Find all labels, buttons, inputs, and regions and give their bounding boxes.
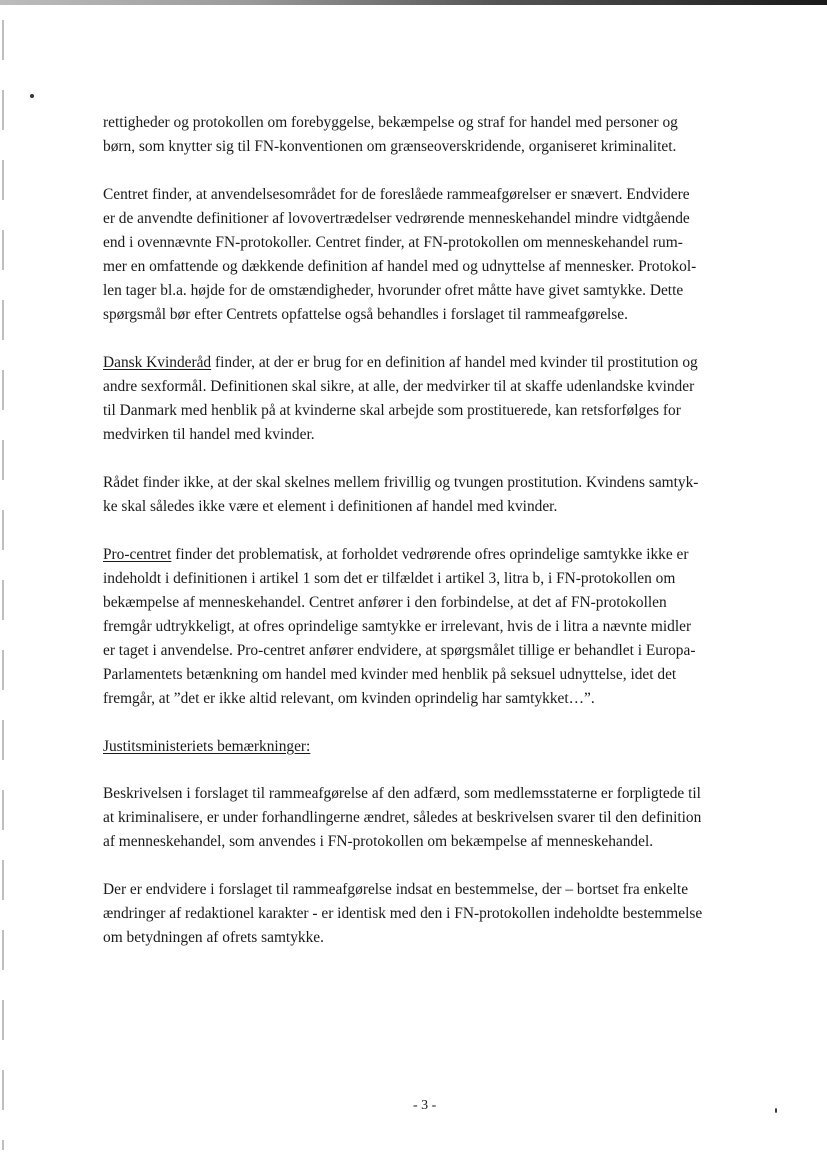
text-line: er taget i anvendelse. Pro-centret anfører endvidere, at spørgsmålet tillige er behandlet i Europa- [103, 642, 696, 659]
text-fragment: finder, at der er brug for en definition af handel med kvinder til prostitution og [211, 354, 698, 371]
text-line: andre sexformål. Definitionen skal sikre, at alle, der medvirker til at skaffe udenlandske kvinder [103, 378, 695, 395]
text-line [103, 543, 753, 567]
text-line: om betydningen af ofrets samtykke. [103, 929, 324, 946]
text-line: til Danmark med henblik på at kvinderne skal arbejde som prostituerede, kan retsforfølges for [103, 402, 681, 419]
section-heading [103, 735, 753, 759]
text-line: medvirken til handel med kvinder. [103, 426, 315, 443]
scan-left-edge [2, 20, 4, 1150]
scan-speck [775, 1108, 777, 1113]
text-line: rettigheder og protokollen om forebyggelse, bekæmpelse og straf for handel med personer og [103, 114, 678, 131]
paragraph-dansk-kvinderaad [103, 351, 753, 447]
text-line: ke skal således ikke være et element i definitionen af handel med kvinder. [103, 498, 558, 515]
text-line: af menneskehandel, som anvendes i FN-protokollen om bekæmpelse af menneskehandel. [103, 833, 654, 850]
text-line [103, 351, 753, 375]
page-number: - 3 - [413, 1098, 437, 1113]
text-line: børn, som knytter sig til FN-konventionen om grænseoverskridende, organiseret kriminalitet. [103, 138, 677, 155]
text-line: fremgår, at ”det er ikke altid relevant, om kvinden oprindelig har samtykket…”. [103, 690, 595, 707]
scan-top-border [0, 0, 827, 5]
text-line: Beskrivelsen i forslaget til rammeafgørelse af den adfærd, som medlemsstaterne er forpligtede til [103, 785, 701, 802]
text-line: er de anvendte definitioner af lovovertrædelser vedrørende menneskehandel mindre vidtgående [103, 210, 690, 227]
text-line: indeholdt i definitionen i artikel 1 som det er tilfældet i artikel 3, litra b, i FN-protokollen om [103, 570, 676, 587]
paragraph-pro-centret [103, 543, 753, 711]
text-line: spørgsmål bør efter Centrets opfattelse også behandles i forslaget til rammeafgørelse. [103, 306, 628, 323]
text-fragment: finder det problematisk, at forholdet vedrørende ofres oprindelige samtykke ikke er [171, 546, 689, 563]
text-line: Parlamentets betænkning om handel med kvinder med henblik på seksuel udnyttelse, idet det [103, 666, 677, 683]
paragraph-beskrivelsen [103, 782, 753, 854]
heading-text: Justitsministeriets bemærkninger: [103, 738, 311, 755]
text-line: end i ovennævnte FN-protokoller. Centret finder, at FN-protokollen om menneskehandel rum- [103, 234, 683, 251]
text-line: len tager bl.a. højde for de omstændigheder, hvorunder ofret måtte have givet samtykke. Dette [103, 282, 684, 299]
text-line: bekæmpelse af menneskehandel. Centret anfører i den forbindelse, at det af FN-protokollen [103, 594, 667, 611]
text-line: at kriminalisere, er under forhandlingerne ændret, således at beskrivelsen svarer til den definition [103, 809, 702, 826]
text-line: ændringer af redaktionel karakter - er identisk med den i FN-protokollen indeholdte bestemmelse [103, 905, 703, 922]
organization-name: Dansk Kvinderåd [103, 354, 212, 371]
text-line: Centret finder, at anvendelsesområdet for de foreslåede rammeafgørelser er snævert. Endvidere [103, 186, 690, 203]
scan-speck [30, 94, 34, 98]
text-line: Rådet finder ikke, at der skal skelnes mellem frivillig og tvungen prostitution. Kvindens samtyk- [103, 474, 699, 491]
paragraph-centret [103, 183, 753, 327]
paragraph-endvidere [103, 878, 753, 950]
text-line: fremgår udtrykkeligt, at ofres oprindelige samtykke er irrelevant, hvis de i litra a nævnte midler [103, 618, 692, 635]
text-line: Der er endvidere i forslaget til rammeafgørelse indsat en bestemmelse, der – bortset fra enkelte [103, 881, 689, 898]
text-line: mer en omfattende og dækkende definition af handel med og udnyttelse af mennesker. Protokol- [103, 258, 697, 275]
paragraph-raadet [103, 471, 753, 519]
organization-name: Pro-centret [103, 546, 172, 563]
paragraph-intro [103, 111, 753, 159]
